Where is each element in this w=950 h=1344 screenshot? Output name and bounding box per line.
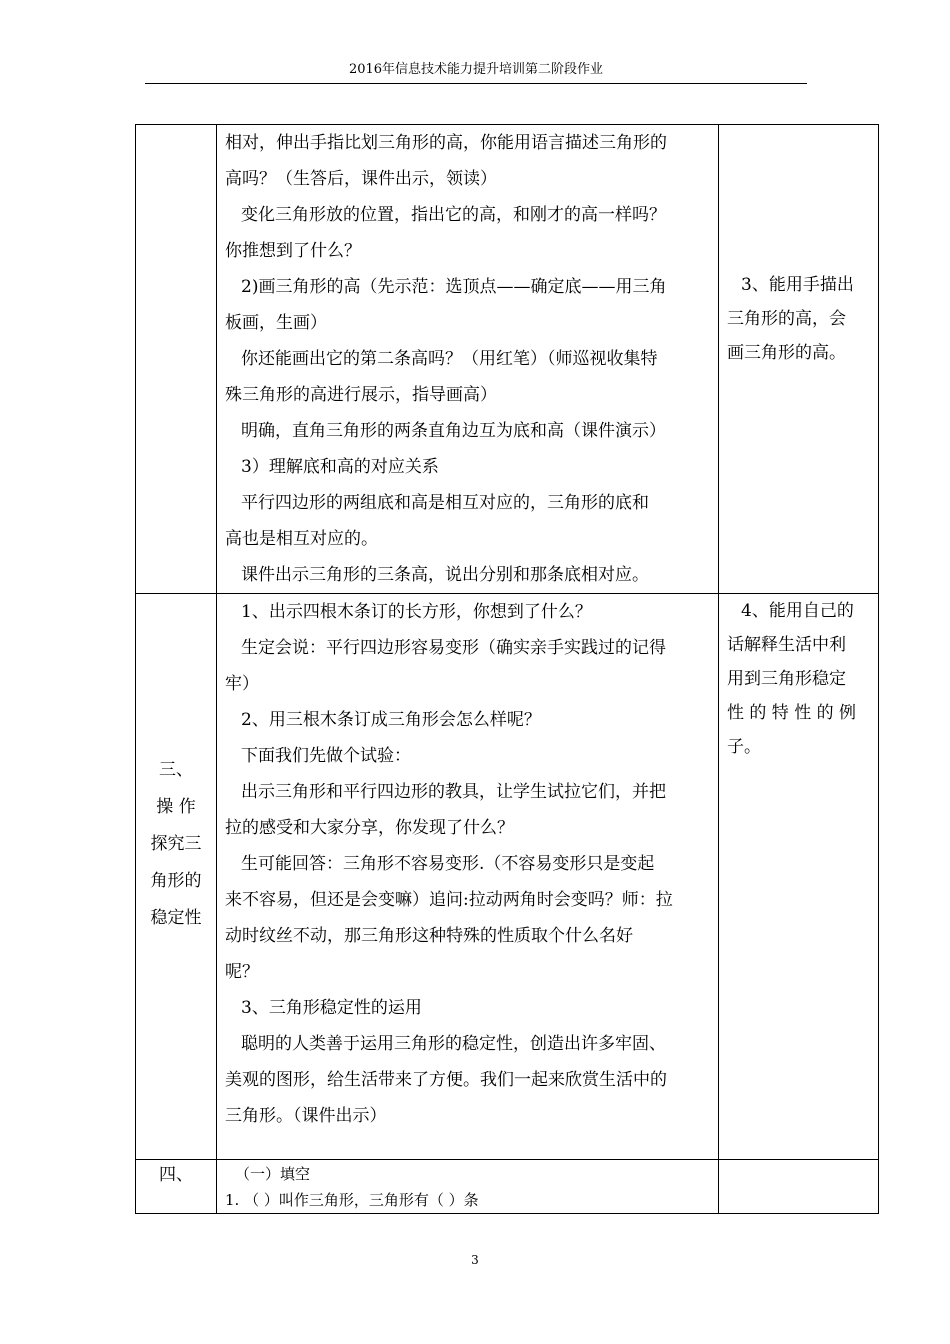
content-line: 生定会说：平行四边形容易变形（确实亲手实践过的记得	[241, 638, 666, 658]
lesson-plan-table	[135, 124, 879, 1214]
content-line: 3、三角形稳定性的运用	[241, 998, 422, 1018]
section-label-line: 三、	[159, 760, 193, 780]
content-line: 平行四边形的两组底和高是相互对应的，三角形的底和	[241, 493, 649, 513]
content-line: 殊三角形的高进行展示，指导画高）	[225, 385, 497, 405]
goal-line: 4、能用自己的	[741, 601, 854, 621]
table-row	[136, 125, 879, 594]
content-line: 3）理解底和高的对应关系	[241, 457, 439, 477]
content-line: 呢？	[225, 962, 259, 982]
content-cell	[217, 594, 719, 1160]
section-label-line: 操 作	[156, 797, 196, 817]
section-label: 四、	[159, 1165, 193, 1185]
content-line: 2)画三角形的高（先示范：选顶点——确定底——用三角	[241, 277, 667, 297]
goal-cell	[719, 594, 879, 1160]
content-line: 高吗？（生答后，课件出示，领读）	[225, 169, 497, 189]
content-line: 美观的图形，给生活带来了方便。我们一起来欣赏生活中的	[225, 1070, 667, 1090]
content-line: 高也是相互对应的。	[225, 529, 378, 549]
content-line: 2、用三根木条订成三角形会怎么样呢？	[241, 710, 541, 730]
goal-line: 话解释生活中利	[727, 635, 846, 655]
content-line: 下面我们先做个试验：	[241, 746, 411, 766]
content-line: 1. （ ）叫作三角形，三角形有（ ）条	[225, 1191, 479, 1209]
content-line: 动时纹丝不动，那三角形这种特殊的性质取个什么名好	[225, 926, 633, 946]
content-cell	[217, 1160, 719, 1214]
content-line: 出示三角形和平行四边形的教具，让学生试拉它们，并把	[241, 782, 666, 802]
content-line: 课件出示三角形的三条高，说出分别和那条底相对应。	[241, 565, 649, 585]
section-label-line: 探究三	[150, 834, 202, 854]
goal-line: 画三角形的高。	[727, 343, 846, 363]
section-label-line: 稳定性	[150, 908, 202, 928]
header-rule	[145, 83, 807, 84]
content-line: 聪明的人类善于运用三角形的稳定性，创造出许多牢固、	[241, 1034, 666, 1054]
content-line: 变化三角形放的位置，指出它的高，和刚才的高一样吗？	[241, 205, 666, 225]
page-number: 3	[471, 1253, 479, 1267]
goal-line: 用到三角形稳定	[727, 669, 846, 689]
goal-line: 子。	[727, 737, 761, 757]
content-line: 拉的感受和大家分享，你发现了什么？	[225, 818, 514, 838]
goal-line: 三角形的高，会	[727, 309, 846, 329]
goal-cell	[719, 125, 879, 594]
content-line: 生可能回答：三角形不容易变形.（不容易变形只是变起	[241, 854, 655, 874]
section-cell	[136, 594, 217, 1160]
content-line: 1、出示四根木条订的长方形，你想到了什么？	[241, 602, 592, 622]
content-line: 三角形。（课件出示）	[225, 1106, 387, 1126]
goal-cell	[719, 1160, 879, 1214]
section-label-line: 角形的	[150, 871, 202, 891]
content-line: 明确，直角三角形的两条直角边互为底和高（课件演示）	[241, 421, 666, 441]
section-cell	[136, 1160, 217, 1214]
content-cell	[217, 125, 719, 594]
page-header: 2016年信息技术能力提升培训第二阶段作业	[348, 62, 604, 77]
content-line: 牢）	[225, 674, 259, 694]
content-line: 来不容易，但还是会变嘛）追问:拉动两角时会变吗？师：拉	[225, 890, 673, 910]
content-line: 相对，伸出手指比划三角形的高，你能用语言描述三角形的	[225, 133, 667, 153]
content-line: 板画，生画）	[225, 313, 327, 333]
goal-line: 性 的 特 性 的 例	[727, 703, 857, 723]
content-line: 你推想到了什么？	[225, 241, 361, 261]
content-line: （一）填空	[235, 1165, 311, 1183]
section-cell	[136, 125, 217, 594]
content-line: 你还能画出它的第二条高吗？（用红笔）（师巡视收集特	[241, 349, 658, 369]
table-row	[136, 1160, 879, 1214]
table-row	[136, 594, 879, 1160]
goal-line: 3、能用手描出	[741, 275, 854, 295]
